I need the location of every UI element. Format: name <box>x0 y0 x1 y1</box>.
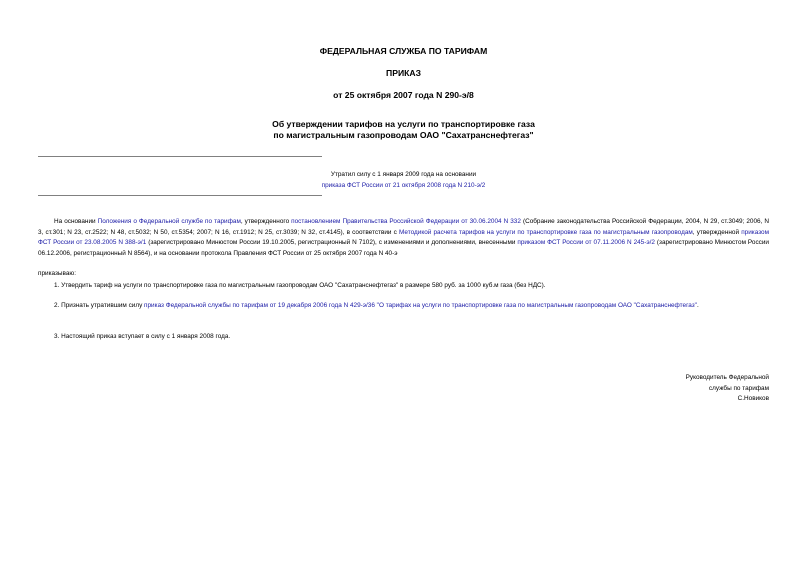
agency-heading: ФЕДЕРАЛЬНАЯ СЛУЖБА ПО ТАРИФАМ <box>319 46 488 56</box>
preamble-text-5: (зарегистрировано Минюстом России 19.10.2005, регистрационный N 7102), с изменениями и дополнениями, внесенными <box>146 239 518 247</box>
link-order-245[interactable]: приказом ФСТ России от 07.11.2006 N 245-э/2 <box>517 239 655 247</box>
orders-label: приказываю: <box>38 270 76 277</box>
signature-name: С.Новиков <box>737 395 769 403</box>
divider-top <box>38 156 322 157</box>
item-2 <box>38 301 769 312</box>
link-order-388[interactable]: приказом ФСТ России от 23.08.2005 N 388-э/1 <box>38 228 769 247</box>
divider-bottom <box>38 195 322 196</box>
item-3: 3. Настоящий приказ вступает в силу с 1 января 2008 года. <box>54 333 231 340</box>
title-line-2: по магистральным газопроводам ОАО "Сахатранснефтегаз" <box>273 130 534 140</box>
link-order-429[interactable]: приказ Федеральной службы по тарифам от 19 декабря 2006 года N 429-э/36 "О тарифах на услуги по транспортировке газа по магистральным газопроводам ОАО "Сахатранснефтегаз" <box>144 302 697 309</box>
doc-type-heading: ПРИКАЗ <box>386 68 421 78</box>
item-1: 1. Утвердить тариф на услуги по транспортировке газа по магистральным газопроводам ОАО "Сахатранснефтегаз" в размере 580 руб. за 1000 куб.м газа (без НДС). <box>54 282 546 289</box>
preamble-text-6: (зарегистрировано Минюстом России 06.12.2006, регистрационный N 8564), и на основании протокола Правления ФСТ России от 25 октября 2007 года N 40-э <box>38 239 769 257</box>
signature-line-1: Руководитель Федеральной <box>685 374 769 381</box>
preamble-text-3: (Собрание законодательства Российской Федерации, 2004, N 29, ст.3049; 2006, N 3, ст.301; N 23, ст.2522; N 48, ст.5032; N 50, ст.5354; 2007; N 16, ст.1912; N 25, ст.3039; N 32, ст.4145), в соответствии с <box>38 218 769 236</box>
link-regulation[interactable]: Положения о Федеральной службе по тарифам <box>97 218 241 225</box>
preamble-text-1: На основании <box>54 218 98 225</box>
item-2-end: . <box>696 302 699 309</box>
repeal-note-text: Утратил силу с 1 января 2009 года на основании <box>330 171 477 178</box>
signature-line-2: службы по тарифам <box>708 384 769 392</box>
document-title <box>0 119 807 141</box>
link-methodology[interactable]: Методикой расчета тарифов на услуги по транспортировке газа по магистральным газопроводам <box>399 228 693 236</box>
signature-block <box>686 373 769 405</box>
repeal-note <box>0 169 807 191</box>
preamble-text-2: , утвержденного <box>240 218 292 225</box>
title-line-1: Об утверждении тарифов на услуги по транспортировке газа <box>272 119 535 129</box>
link-government-decree[interactable]: постановлением Правительства Российской Федерации от 30.06.2004 N 332 <box>291 218 521 225</box>
preamble-text-4: , утвержденной <box>692 228 742 236</box>
preamble-paragraph <box>38 217 769 259</box>
date-number-heading: от 25 октября 2007 года N 290-э/8 <box>333 90 474 100</box>
repeal-note-link[interactable]: приказа ФСТ России от 21 октября 2008 года N 210-э/2 <box>321 182 486 189</box>
item-2-text: 2. Признать утратившим силу <box>54 302 145 309</box>
